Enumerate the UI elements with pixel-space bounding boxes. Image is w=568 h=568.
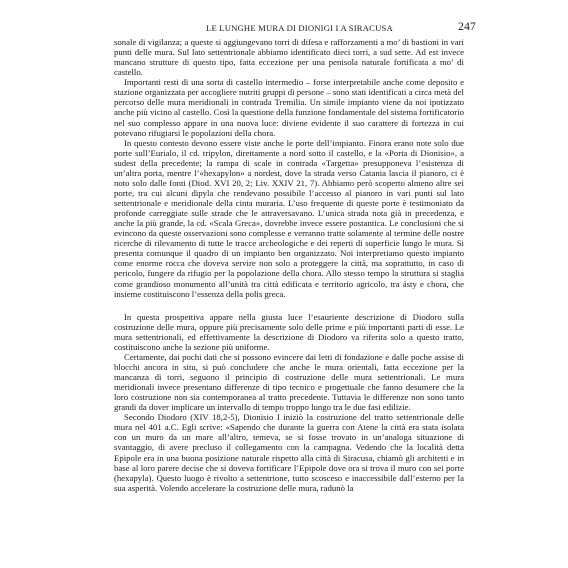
paragraph: Certamente, dai pochi dati che si possono evincere dai letti di fondazione e dalle poche assise di blocchi ancora in situ, si può concludere che anche le mura orientali, fatta eccezione per la mancanza di torri, seguono il principio di costruzione delle mura settentrionali. Le mura meridionali invece presentano differenze di tipo tecnico e progettuale che fanno desumere che la loro costruzione non sia contemporanea al tratto precedente. Tuttavia le differenze non sono tanto grandi da dover implicare un intervallo di tempo troppo lungo tra le due fasi edilizie. (114, 351, 464, 413)
book-page (114, 20, 476, 493)
paragraph: sonale di vigilanza; a queste si aggiungevano torri di difesa e rafforzamenti a mo’ di bastioni in vari punti delle mura. Sul lato settentrionale abbiamo identificato dieci torri, a sud sette. Ad est invece mancano strutture di questo tipo, fatta eccezione per una penisola naturale fortificata a mo’ di castello. (114, 37, 464, 78)
page-number: 247 (458, 21, 476, 33)
paragraph: Secondo Diodoro (XIV 18,2-5), Dionisio I iniziò la costruzione del tratto settentrionale delle mura nel 401 a.C. Egli scrive: «Sapendo che durante la guerra con Atene la città era stata isolata con un muro da un mare all’altro, temeva, se si fosse trovato in un’analoga situazione di svantaggio, di avere precluso il collegamento con la campagna. Vedendo che la località detta Epipole era in una buona posizione naturale rispetto alla città di Siracusa, chiamò gli architetti e in base al loro parere decise che si doveva fortificare l’Epipole dove ora si trova il muro con sei porte (hexapyla). Questo luogo è rivolto a settentrione, tutto scosceso e inaccessibile dall’esterno per la sua asperità. Volendo accelerare la costruzione delle mura, radunò la (114, 412, 464, 493)
paragraph: Importanti resti di una sorta di castello intermedio – forse interpretabile anche come deposito e stazione organizzata per accogliere nutriti gruppi di persone – sono stati identificati a circa metà del percorso delle mura meridionali in contrada Tremilia. Un simile impianto viene da noi ipotizzato anche più vicino al castello. Così la questione della funzione fondamentale del sistema fortificatorio nel suo complesso appare in una nuova luce: diviene evidente il suo carattere di fortezza in cui potevano rifugiarsi le popolazioni della chora. (114, 77, 464, 138)
paragraph: In questo contesto devono essere viste anche le porte dell’impianto. Finora erano note solo due porte sull’Eurialo, il cd. tripylon, direttamente a nord sotto il castello, e la «Porta di Dionisio», a sudest della precedente; la rampa di scale in contrada «Targetta» presupponeva l’esistenza di un’altra porta, mentre l’«hexapylon» a nordest, dove la strada verso Catania lascia il pianoro, ci è noto solo dalle fonti (Diod. XVI 20, 2; Liv. XXIV 21, 7). Abbiamo però scoperto almeno altre sei porte, tra cui alcuni dipyla che rendevano possibile l’accesso al pianoro in vari punti sul lato settentrionale e meridionale della cinta muraria. L’uso frequente di queste porte è testimoniato da profonde carreggiate sulle strade che le attraversavano. L’unica strada nota già in precedenza, e anche la più grande, la cd. «Scala Greca», dovrebbe invece essere postantica. Le conclusioni che si evincono da queste osservazioni sono complesse e verranno tratte solamente al termine delle nostre ricerche di rilevamento di tutte le tracce archeologiche e dei reperti di superficie lungo le mura. Si presenta comunque il quadro di un impianto ben organizzato. Noi interpretiamo questo impianto come enorme rocca che doveva servire non solo a proteggere la città, ma soprattutto, in caso di pericolo, fungere da rifugio per la popolazione della chora. Allo stesso tempo la struttura si staglia come grandioso monumento all’unità tra città edificata e territorio agricolo, tra ásty e chora, che insieme costituiscono l’essenza della polis greca. (114, 137, 464, 299)
paragraph: In questa prospettiva appare nella giusta luce l’esauriente descrizione di Diodoro sulla costruzione delle mura, oppure più precisamente solo delle prime e più importanti parti di esse. Le mura settentrionali, ed effettivamente la descrizione di Diodoro va riferita solo a questo tratto, costituiscono anche la sezione più uniforme. (114, 311, 464, 352)
section-break (114, 299, 464, 312)
running-head (114, 20, 476, 36)
body-text (114, 37, 464, 493)
running-title: LE LUNGHE MURA DI DIONIGI I A SIRACUSA (206, 23, 393, 33)
